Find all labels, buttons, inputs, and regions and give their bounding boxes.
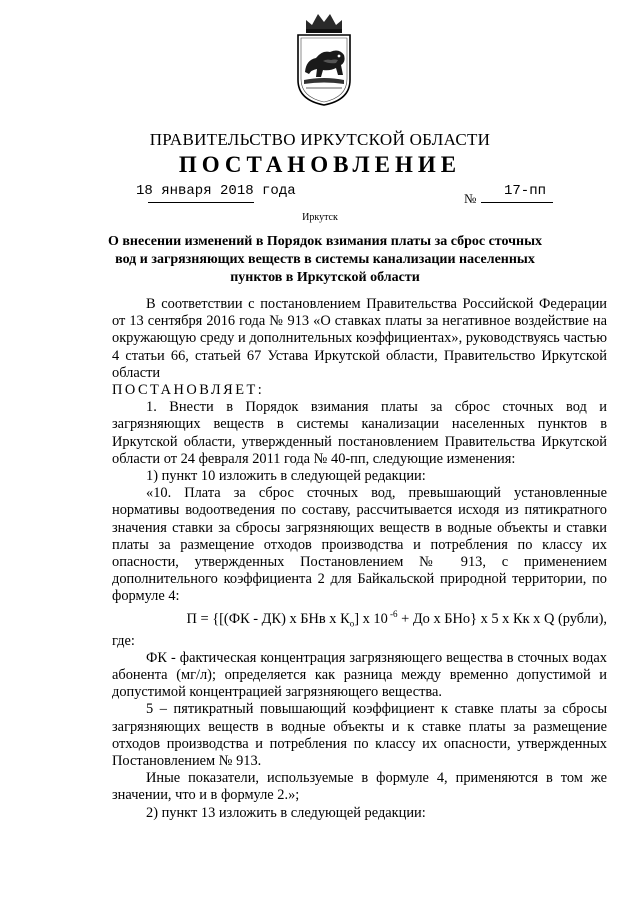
formula-part-b: ] x 10	[354, 610, 388, 627]
paragraph-subitem-1: 1) пункт 10 изложить в следующей редакции:	[146, 468, 426, 485]
date-underline	[148, 202, 254, 203]
formula-part-c: + До x БНо} x 5 x Кк x Q (рубли),	[397, 610, 607, 627]
where-label: где:	[112, 632, 135, 649]
document-number: 17-пп	[504, 183, 547, 199]
decree-word: ПОСТАНОВЛЯЕТ:	[112, 382, 265, 399]
document-body	[112, 296, 607, 822]
formula-subscript: о	[349, 618, 355, 629]
number-sign: №	[464, 191, 477, 206]
paragraph-coefficient-5: 5 – пятикратный повышающий коэффициент к ставке платы за сбросы загрязняющих веществ в водные объекты и к ставке платы за размещение отходов производства и потребления по классу их опасности, утвержденных Постановлением № 913.	[112, 701, 607, 769]
formula-4	[112, 606, 607, 633]
coat-of-arms-emblem	[292, 8, 356, 108]
paragraph-fk-definition: ФК - фактическая концентрация загрязняющего вещества в сточных водах абонента (мг/л); определяется как разница между временно допустимой и допустимой концентрацией загрязняющего вещества.	[112, 649, 607, 701]
formula-part-a: П = {[(ФК - ДК) x БНв x К	[186, 610, 350, 627]
document-type: ПОСТАНОВЛЕНИЕ	[178, 152, 462, 177]
paragraph-item-1: 1. Внести в Порядок взимания платы за сброс сточных вод и загрязняющих веществ в системы канализации населенных пунктов в Иркутской области, утвержденный постановлением Правительства Иркутской области от 24 февраля 2011 года № 40-пп, следующие изменения:	[112, 399, 607, 467]
formula-superscript: -6	[387, 608, 398, 619]
paragraph-point-10: «10. Плата за сброс сточных вод, превышающий установленные нормативы водоотведения по составу, рассчитывается исходя из пятикратного значения ставки за сбросы загрязняющих веществ в водные объекты и ставки платы за размещение отходов производства и потребления по классу их опасности, утвержденных Постановлением № 913, с применением дополнительного коэффициента 2 для Байкальской природной территории, по формуле 4:	[112, 485, 607, 605]
document-title: О внесении изменений в Порядок взимания платы за сброс сточных вод и загрязняющих веществ в системы канализации населенных пунктов в Иркутской области	[107, 234, 543, 285]
paragraph-subitem-2: 2) пункт 13 изложить в следующей редакции:	[146, 804, 426, 821]
document-date: 18 января 2018 года	[136, 183, 296, 199]
government-name: ПРАВИТЕЛЬСТВО ИРКУТСКОЙ ОБЛАСТИ	[149, 130, 491, 149]
paragraph-preamble: В соответствии с постановлением Правительства Российской Федерации от 13 сентября 2016 года № 913 «О ставках платы за негативное воздействие на окружающую среду и дополнительных коэффициентах», руководствуясь частью 4 статьи 66, статьей 67 Устава Иркутской области, Правительство Иркутской области	[112, 296, 607, 381]
paragraph-other-indicators: Иные показатели, используемые в формуле 4, применяются в том же значении, что и в формуле 2.»;	[112, 770, 607, 804]
document-city: Иркутск	[302, 212, 338, 223]
number-underline	[481, 202, 553, 203]
